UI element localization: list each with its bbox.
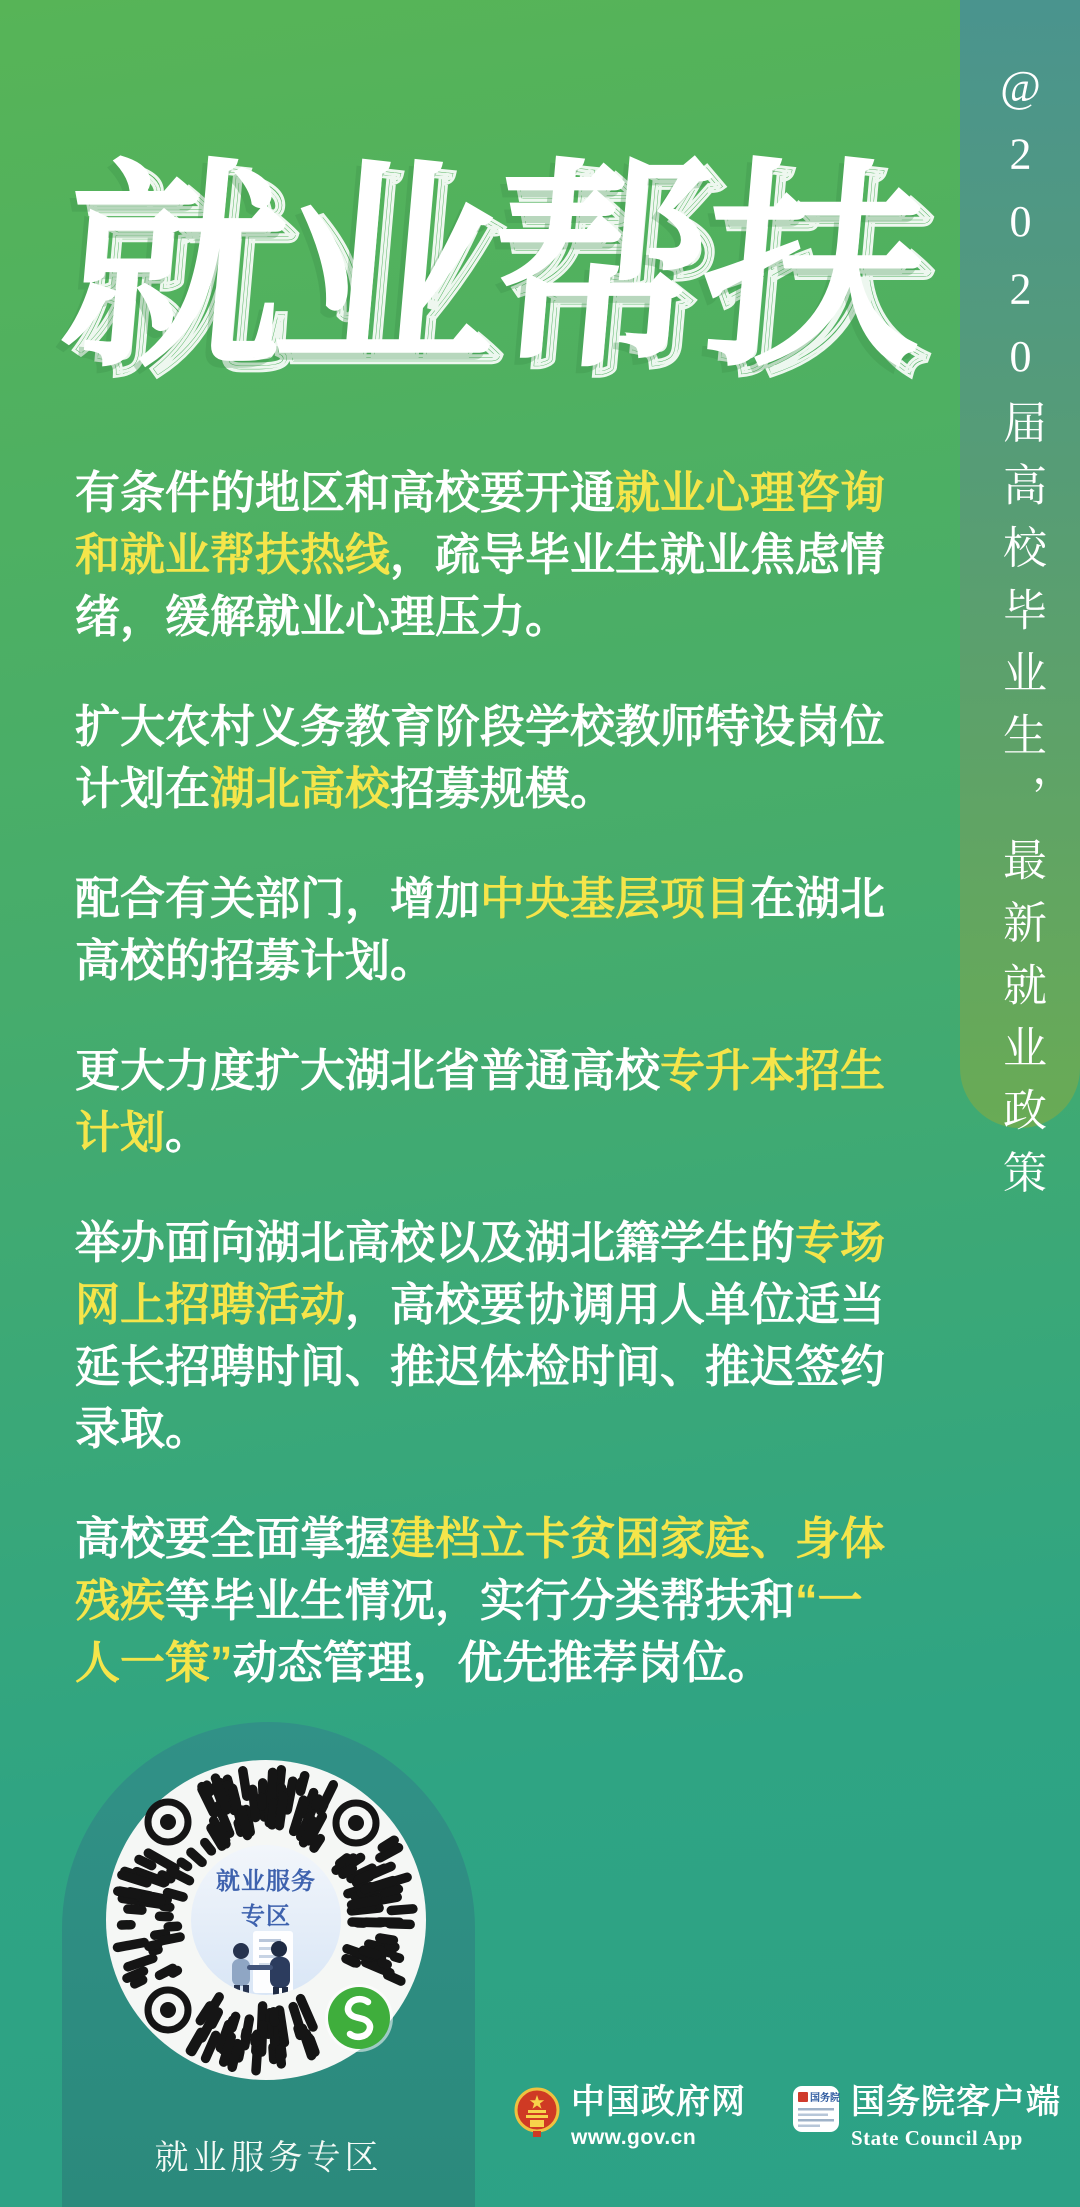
national-emblem-icon [514, 2085, 560, 2139]
highlight-text: 专升本招生计划 [75, 1045, 886, 1158]
highlight-text: 湖北高校 [210, 763, 391, 814]
highlight-text: “一人一策” [75, 1575, 863, 1688]
policy-paragraph: 有条件的地区和高校要开通就业心理咨询和就业帮扶热线，疏导毕业生就业焦虑情绪，缓解就业心理压力。 [75, 467, 886, 642]
highlight-text: 就业心理咨询和就业帮扶热线 [75, 467, 886, 580]
highlight-text: 中央基层项目 [480, 873, 751, 924]
state-council-app-name: 国务院客户端 [851, 2083, 1061, 2121]
policy-paragraph: 举办面向湖北高校以及湖北籍学生的专场网上招聘活动，高校要协调用人单位适当延长招聘时间、推迟体检时间、推迟签约录取。 [75, 1217, 886, 1454]
qr-code [106, 1760, 426, 2080]
svg-text:国务院: 国务院 [810, 2093, 840, 2104]
state-council-app-logo [792, 2085, 1061, 2151]
poster-title: 就业帮扶 就业帮扶 [54, 158, 963, 380]
state-council-app-icon [792, 2085, 840, 2133]
side-banner-text: @2020届高校毕业生，最新就业政策 [996, 62, 1045, 1212]
gov-website-name: 中国政府网 [571, 2083, 746, 2121]
highlight-text: 建档立卡贫困家庭、身体残疾 [75, 1513, 886, 1626]
policy-paragraph: 配合有关部门，增加中央基层项目在湖北高校的招募计划。 [75, 873, 886, 986]
qr-caption: 就业服务专区 [154, 2140, 383, 2177]
gov-website-url: www.gov.cn [571, 2126, 697, 2149]
wechat-miniprogram-icon [328, 1987, 390, 2049]
policy-paragraph: 高校要全面掌握建档立卡贫困家庭、身体残疾等毕业生情况，实行分类帮扶和“一人一策”动态管理，优先推荐岗位。 [75, 1513, 886, 1688]
gov-website-logo [514, 2085, 746, 2150]
qr-center-text: 专区 [241, 1903, 291, 1930]
highlight-text: 专场网上招聘活动 [75, 1217, 886, 1330]
qr-center-label [191, 1845, 341, 1995]
policy-paragraph: 更大力度扩大湖北省普通高校专升本招生计划。 [75, 1045, 886, 1158]
footer [514, 2085, 1061, 2151]
side-banner [960, 0, 1080, 1212]
qr-panel [62, 1722, 475, 2207]
qr-center-text: 就业服务 [216, 1868, 316, 1895]
policy-paragraph: 扩大农村义务教育阶段学校教师特设岗位计划在湖北高校招募规模。 [75, 701, 886, 814]
state-council-app-subtitle: State Council App [851, 2126, 1023, 2150]
policy-paragraphs [75, 462, 897, 1742]
